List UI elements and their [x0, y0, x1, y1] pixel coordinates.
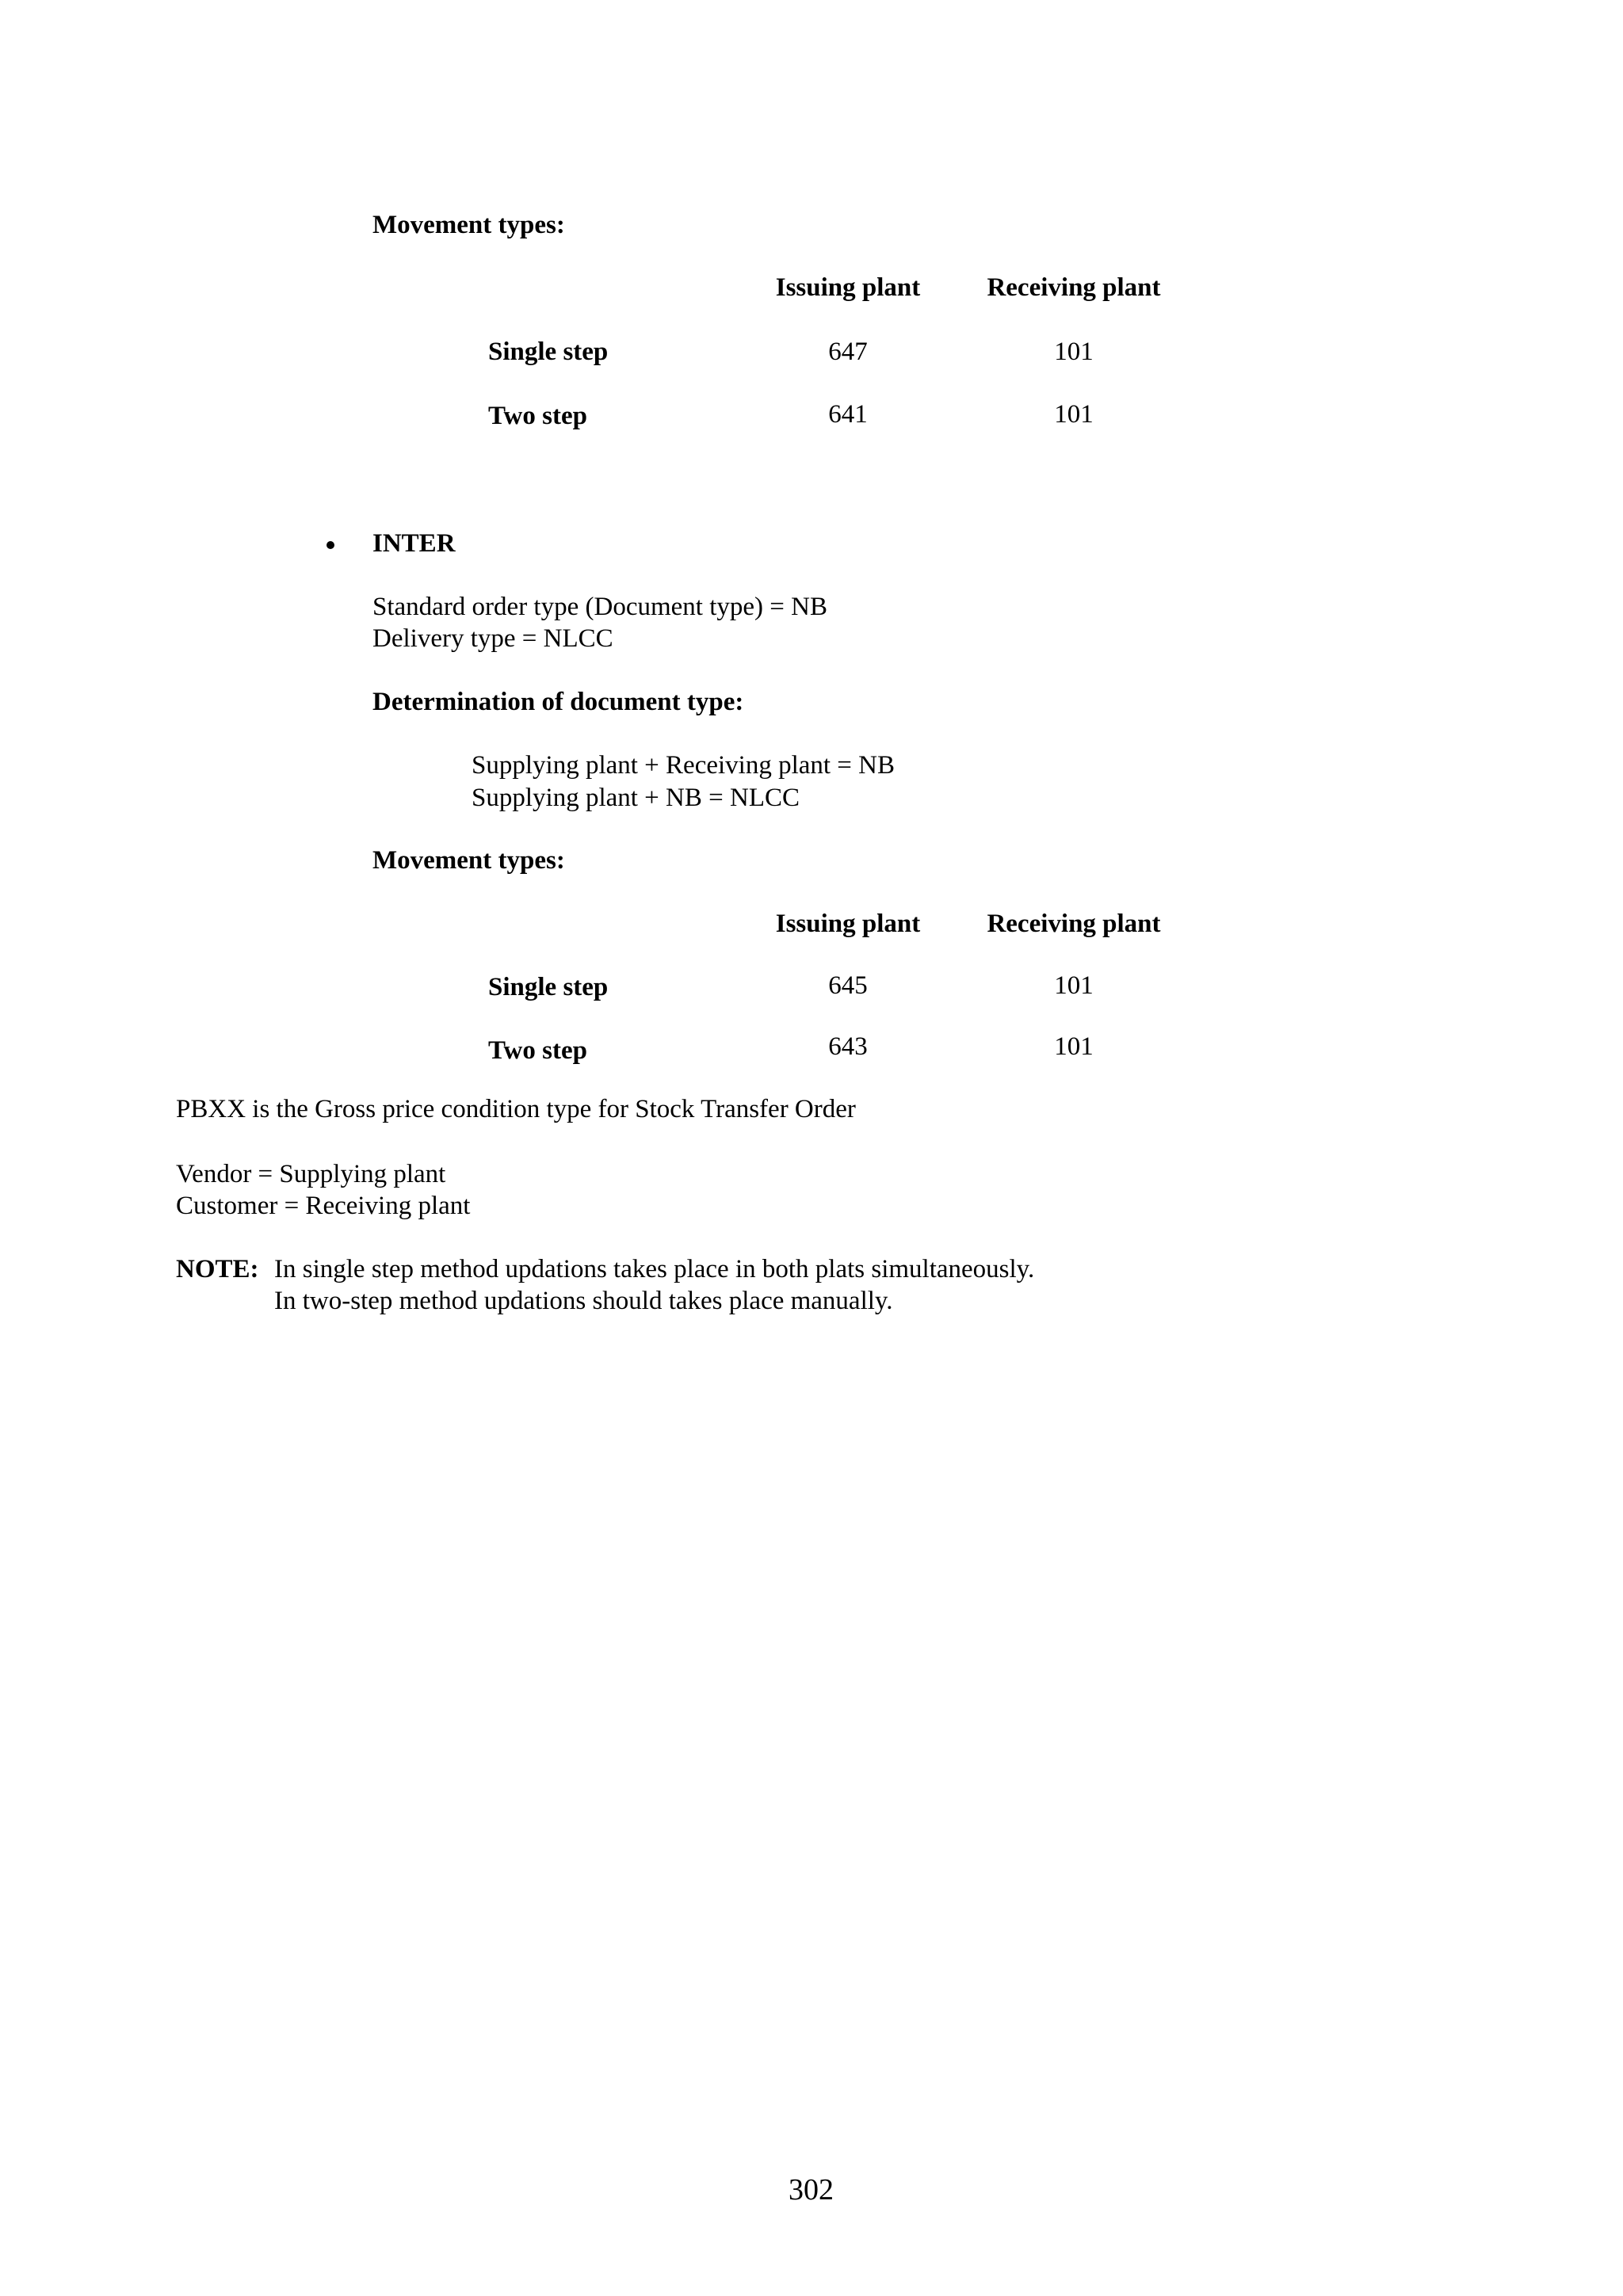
cell-issuing-two-step-1: 641 — [828, 400, 868, 429]
cell-receiving-two-step-1: 101 — [1054, 400, 1094, 429]
movement-types-heading-2: Movement types: — [372, 846, 565, 875]
determination-heading: Determination of document type: — [372, 688, 744, 716]
col-header-issuing-plant-2: Issuing plant — [775, 910, 921, 938]
standard-order-type-line: Standard order type (Document type) = NB — [372, 593, 827, 621]
note-line-1: In single step method updations takes place in both plats simultaneously. — [274, 1255, 1035, 1283]
cell-receiving-single-step-2: 101 — [1054, 971, 1094, 1000]
row-label-two-step-1: Two step — [488, 402, 587, 430]
determination-line-1: Supplying plant + Receiving plant = NB — [472, 751, 896, 780]
cell-issuing-single-step-2: 645 — [828, 971, 868, 1000]
pbxx-line: PBXX is the Gross price condition type for Stock Transfer Order — [176, 1095, 856, 1123]
row-label-two-step-2: Two step — [488, 1036, 587, 1065]
col-header-issuing-plant-1: Issuing plant — [775, 273, 921, 302]
col-header-receiving-plant-2: Receiving plant — [987, 910, 1161, 938]
cell-receiving-two-step-2: 101 — [1054, 1032, 1094, 1061]
movement-types-heading-1: Movement types: — [372, 211, 565, 239]
vendor-line: Vendor = Supplying plant — [176, 1160, 446, 1188]
cell-receiving-single-step-1: 101 — [1054, 338, 1094, 366]
note-line-2: In two-step method updations should takes place manually. — [274, 1287, 893, 1315]
bullet-dot — [327, 541, 334, 549]
col-header-receiving-plant-1: Receiving plant — [987, 273, 1161, 302]
row-label-single-step-1: Single step — [488, 338, 609, 366]
row-label-single-step-2: Single step — [488, 973, 609, 1001]
determination-line-2: Supplying plant + NB = NLCC — [472, 784, 800, 812]
note-label: NOTE: — [176, 1255, 259, 1283]
cell-issuing-single-step-1: 647 — [828, 338, 868, 366]
inter-title: INTER — [372, 529, 456, 558]
cell-issuing-two-step-2: 643 — [828, 1032, 868, 1061]
delivery-type-line: Delivery type = NLCC — [372, 624, 613, 653]
customer-line: Customer = Receiving plant — [176, 1192, 471, 1220]
page-number: 302 — [789, 2173, 834, 2206]
